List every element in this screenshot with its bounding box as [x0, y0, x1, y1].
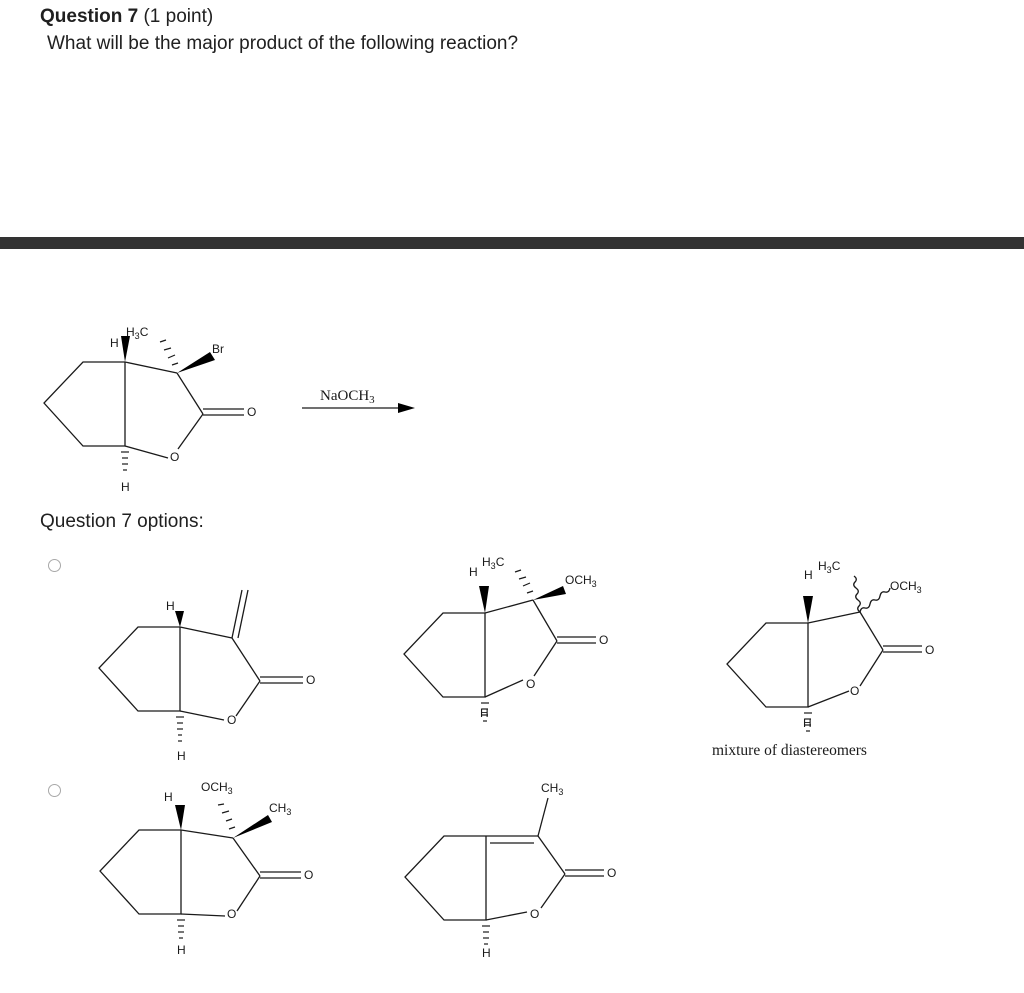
opt2-h-bottom: H	[480, 706, 489, 720]
options-heading: Question 7 options:	[40, 511, 204, 532]
sm-h-bottom: H	[121, 480, 130, 494]
question-number: Question 7	[40, 6, 139, 27]
opt3-och3: $OCH_3$	[890, 579, 922, 595]
opt4-h-top: H	[164, 790, 173, 804]
sm-h3c: $H_3C$	[126, 325, 149, 341]
opt3-h3c: $H_3C$	[818, 559, 841, 575]
opt5-o-ring: O	[530, 907, 540, 921]
option-structure-5	[405, 781, 616, 960]
option-structure-3	[712, 559, 934, 759]
opt3-h-top: H	[804, 568, 813, 582]
reagent-label: NaOCH$_3$	[320, 388, 375, 406]
sm-o-carbonyl: O	[247, 405, 257, 419]
sm-br: Br	[212, 342, 224, 356]
reaction-arrow	[302, 388, 415, 413]
option-structure-2	[404, 555, 608, 721]
opt2-h3c: $H_3C$	[482, 555, 505, 571]
option-structure-1	[99, 590, 315, 763]
opt2-och3: $OCH_3$	[565, 573, 597, 589]
sm-h-top: H	[110, 336, 119, 350]
opt1-h-top: H	[166, 599, 175, 613]
opt5-h-bottom: H	[482, 946, 491, 960]
opt3-o-carbonyl: O	[925, 643, 935, 657]
opt3-h-bottom: H	[803, 716, 812, 730]
opt4-h-bottom: H	[177, 943, 186, 957]
question-points: (1 point)	[143, 6, 214, 27]
opt4-o-carbonyl: O	[304, 868, 314, 882]
starting-material	[44, 325, 256, 494]
option-structure-4	[100, 780, 313, 957]
opt2-o-carbonyl: O	[599, 633, 609, 647]
opt2-h-top: H	[469, 565, 478, 579]
opt5-ch3: $CH_3$	[541, 781, 564, 797]
opt4-o-ring: O	[227, 907, 237, 921]
opt2-o-ring: O	[526, 677, 536, 691]
opt1-o-ring: O	[227, 713, 237, 727]
opt4-och3: $OCH_3$	[201, 780, 233, 796]
opt4-ch3: $CH_3$	[269, 801, 292, 817]
opt5-o-carbonyl: O	[607, 866, 617, 880]
sm-o-ring: O	[170, 450, 180, 464]
opt1-h-bottom: H	[177, 749, 186, 763]
question-prompt: What will be the major product of the following reaction?	[47, 33, 519, 54]
opt3-caption: mixture of diastereomers	[712, 742, 867, 759]
opt3-o-ring: O	[850, 684, 860, 698]
opt1-o-carbonyl: O	[306, 673, 316, 687]
